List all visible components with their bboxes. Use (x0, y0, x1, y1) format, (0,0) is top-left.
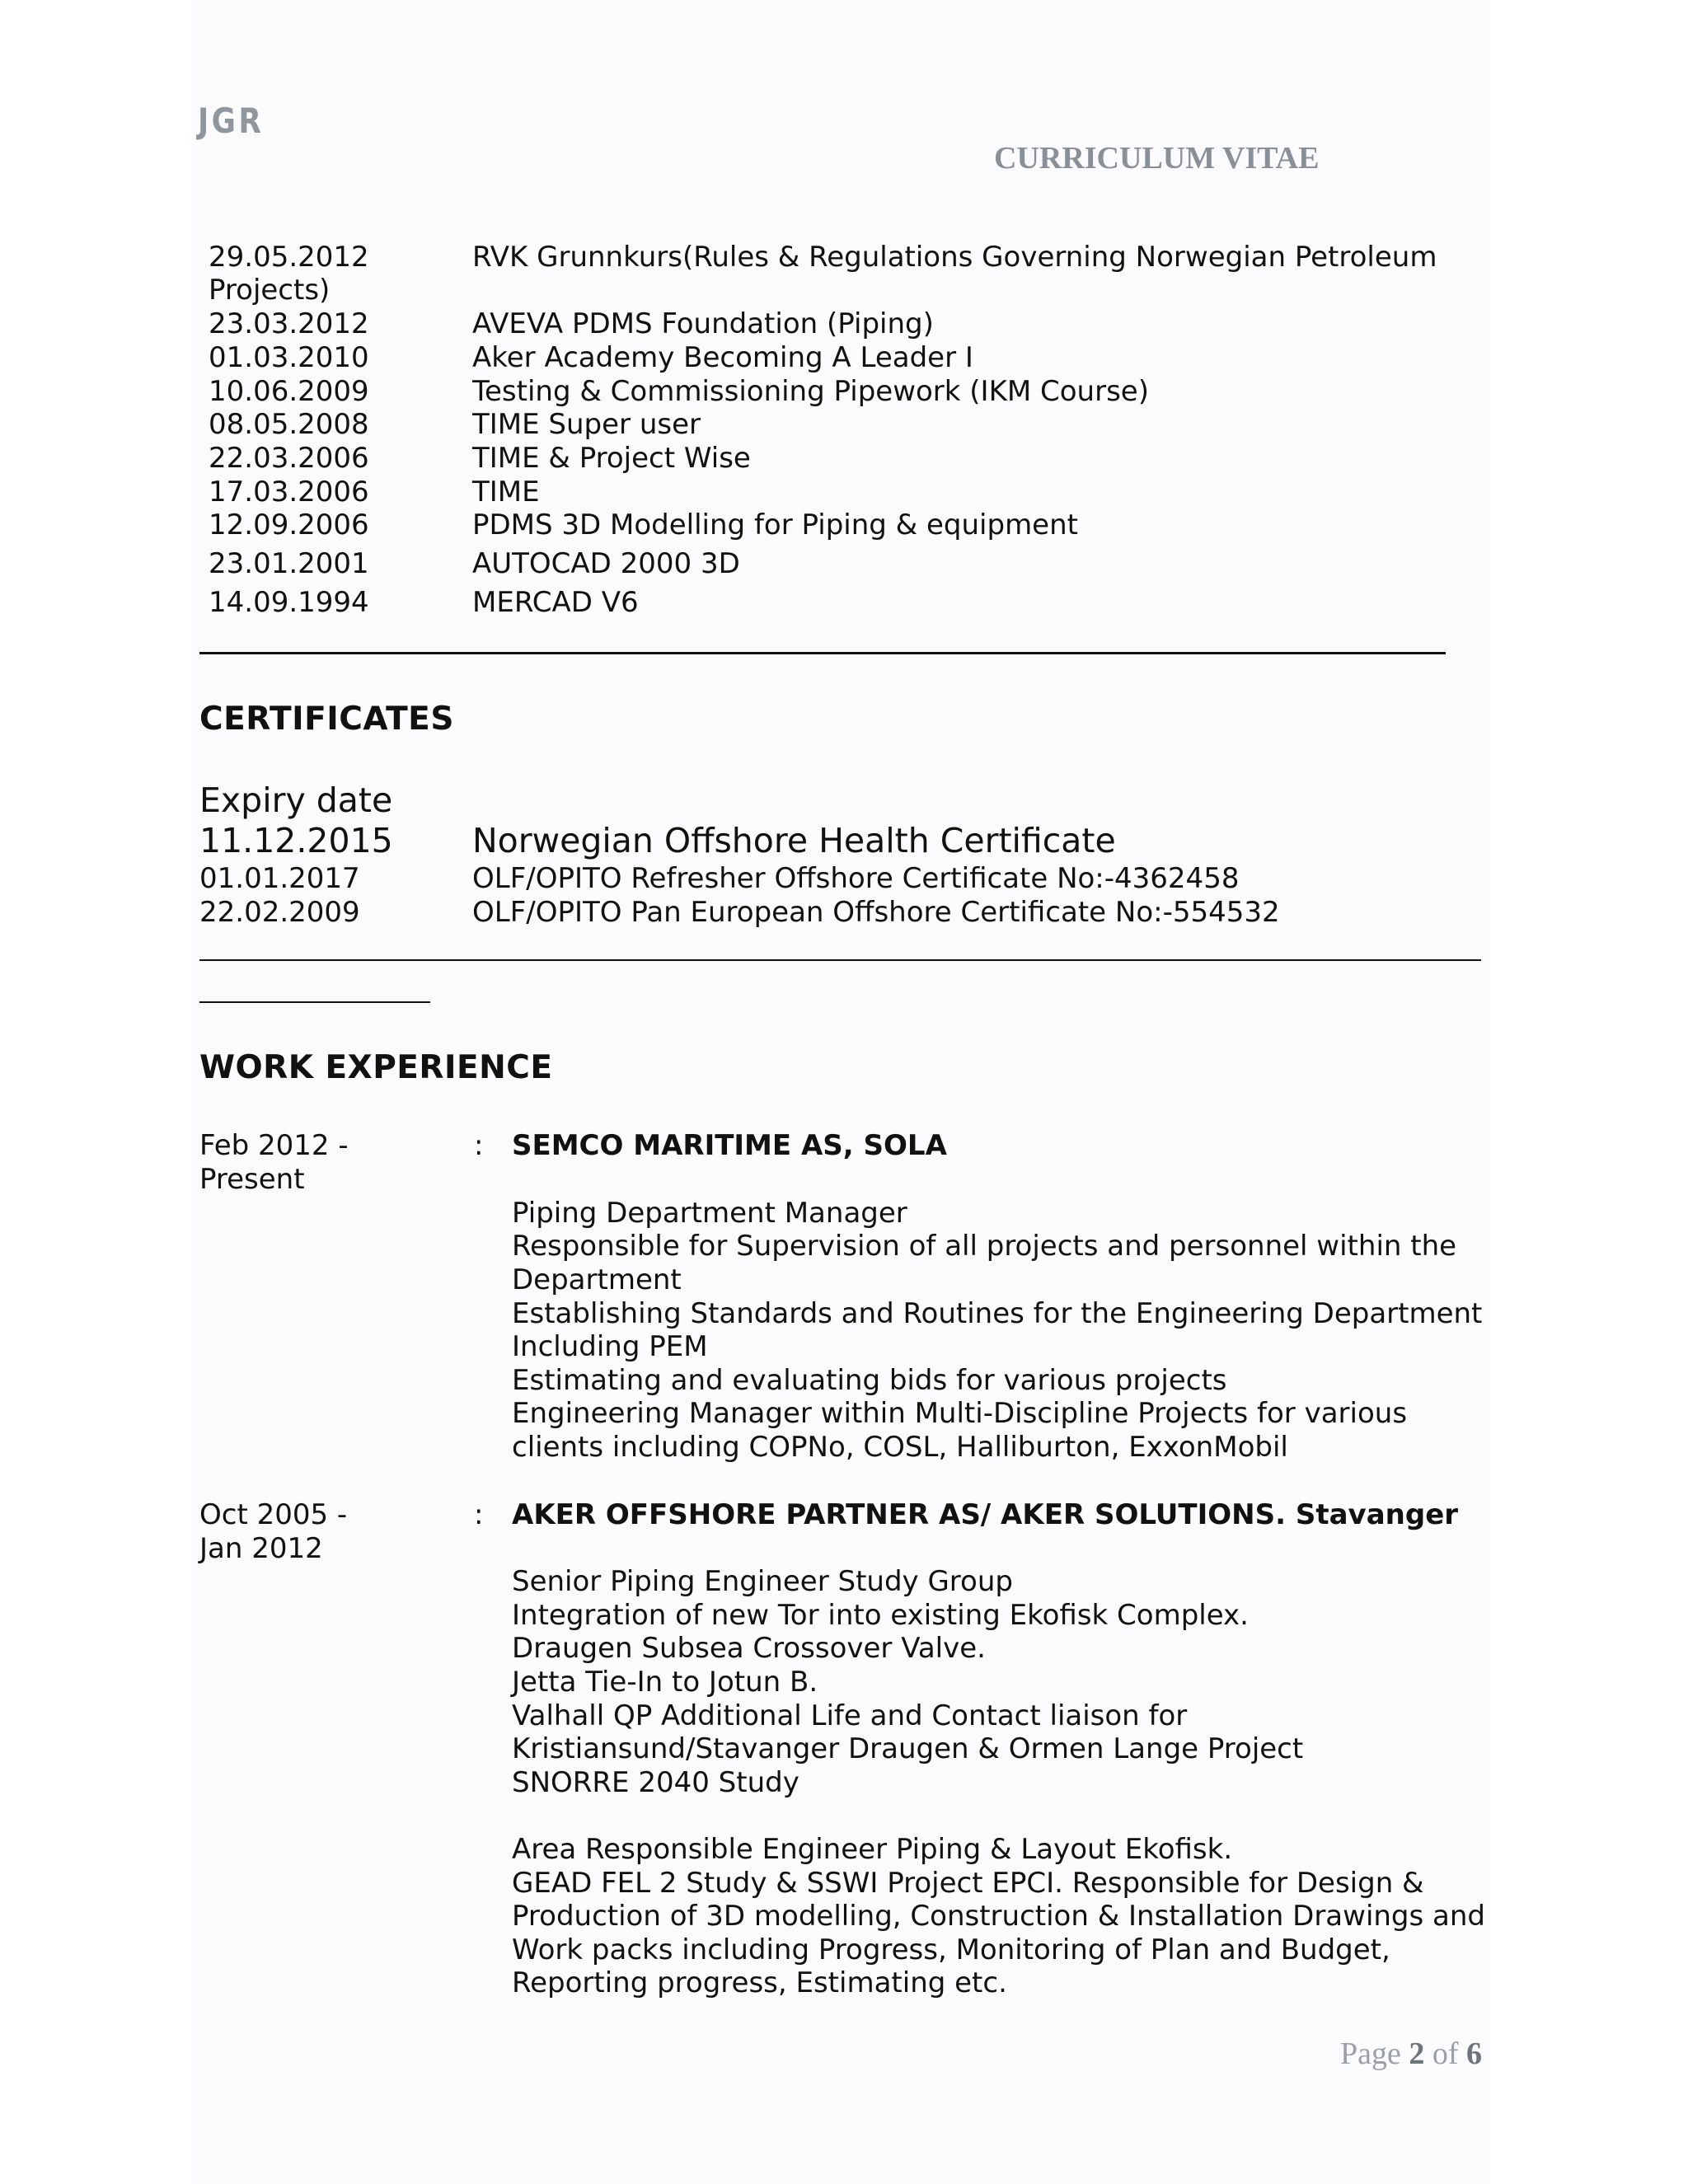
course-title: AVEVA PDMS Foundation (Piping) (472, 307, 934, 340)
certificate-date: 01.01.2017 (199, 862, 360, 895)
course-title: RVK Grunnkurs(Rules & Regulations Governing Norwegian Petroleum (472, 241, 1437, 274)
page-of: of (1432, 2036, 1459, 2071)
job-description-line: Draugen Subsea Crossover Valve. (512, 1632, 986, 1665)
job-description-line: SNORRE 2040 Study (512, 1766, 799, 1799)
course-title: TIME & Project Wise (472, 442, 751, 475)
page-total: 6 (1466, 2036, 1483, 2071)
course-title: Testing & Commissioning Pipework (IKM Course) (472, 375, 1149, 408)
page-number (1340, 2036, 1482, 2072)
job-description-line: Reporting progress, Estimating etc. (512, 1966, 1007, 1999)
job-description-line: Senior Piping Engineer Study Group (512, 1565, 1013, 1598)
course-date: 23.03.2012 (209, 307, 369, 340)
job-description-line: Production of 3D modelling, Construction & Installation Drawings and (512, 1900, 1486, 1933)
job-description-line: Jetta Tie-In to Jotun B. (512, 1666, 818, 1699)
work-experience-heading: WORK EXPERIENCE (199, 1049, 553, 1086)
certificate-row (0, 896, 1484, 929)
job-employer: SEMCO MARITIME AS, SOLA (512, 1129, 947, 1162)
certificate-date: 22.02.2009 (199, 896, 360, 929)
certificate-row (0, 821, 1484, 860)
job-description-line: Engineering Manager within Multi-Discipline Projects for various (512, 1397, 1408, 1430)
course-date: 01.03.2010 (209, 341, 369, 374)
course-title: TIME Super user (472, 408, 701, 441)
job-description-line: Piping Department Manager (512, 1197, 907, 1230)
job-description-line: Department (512, 1263, 682, 1296)
expiry-date-label: Expiry date (199, 780, 393, 820)
course-title: MERCAD V6 (472, 586, 639, 619)
certificate-title: OLF/OPITO Pan European Offshore Certificate No:-554532 (472, 896, 1280, 929)
page-current: 2 (1409, 2036, 1425, 2071)
course-title-continuation: Projects) (209, 274, 331, 307)
job-period: Oct 2005 - Jan 2012 (199, 1498, 348, 1565)
certificate-row (0, 862, 1484, 895)
job-description-line: GEAD FEL 2 Study & SSWI Project EPCI. Responsible for Design & (512, 1867, 1424, 1900)
job-description-line: Estimating and evaluating bids for various projects (512, 1364, 1227, 1397)
course-title: AUTOCAD 2000 3D (472, 547, 740, 580)
job-separator: : (474, 1129, 484, 1162)
certificates-heading: CERTIFICATES (199, 701, 454, 738)
job-description-line: Establishing Standards and Routines for the Engineering Department (512, 1297, 1483, 1330)
section-divider (199, 652, 1446, 654)
job-description-line: clients including COPNo, COSL, Halliburton, ExxonMobil (512, 1431, 1288, 1464)
course-date: 10.06.2009 (209, 375, 369, 408)
course-date: 17.03.2006 (209, 476, 369, 509)
course-title: Aker Academy Becoming A Leader I (472, 341, 973, 374)
job-description-line: Kristiansund/Stavanger Draugen & Ormen Lange Project (512, 1732, 1304, 1765)
job-description-line: Responsible for Supervision of all projects and personnel within the (512, 1230, 1457, 1263)
document-title: CURRICULUM VITAE (994, 141, 1320, 176)
job-period: Feb 2012 - Present (199, 1129, 349, 1196)
certificate-title: Norwegian Offshore Health Certificate (472, 821, 1116, 860)
course-date: 14.09.1994 (209, 586, 369, 619)
course-date: 22.03.2006 (209, 442, 369, 475)
job-description-line: Area Responsible Engineer Piping & Layout Ekofisk. (512, 1833, 1233, 1866)
page-label: Page (1340, 2036, 1401, 2071)
course-date: 08.05.2008 (209, 408, 369, 441)
job-description-line: Work packs including Progress, Monitoring of Plan and Budget, (512, 1933, 1390, 1966)
course-date: 23.01.2001 (209, 547, 369, 580)
course-date: 12.09.2006 (209, 509, 369, 541)
job-employer: AKER OFFSHORE PARTNER AS/ AKER SOLUTIONS. Stavanger (512, 1498, 1459, 1531)
job-description-line: Including PEM (512, 1330, 708, 1363)
section-divider (199, 959, 1481, 961)
job-description-line: Integration of new Tor into existing Ekofisk Complex. (512, 1599, 1249, 1632)
job-description-line: Valhall QP Additional Life and Contact liaison for (512, 1699, 1188, 1732)
section-divider-short (199, 1001, 430, 1003)
certificate-title: OLF/OPITO Refresher Offshore Certificate No:-4362458 (472, 862, 1240, 895)
logo: JGR (198, 101, 265, 141)
course-title: TIME (472, 476, 540, 509)
course-date: 29.05.2012 (209, 241, 369, 274)
job-separator: : (474, 1498, 484, 1531)
certificate-date: 11.12.2015 (199, 821, 393, 860)
course-title: PDMS 3D Modelling for Piping & equipment (472, 509, 1078, 541)
